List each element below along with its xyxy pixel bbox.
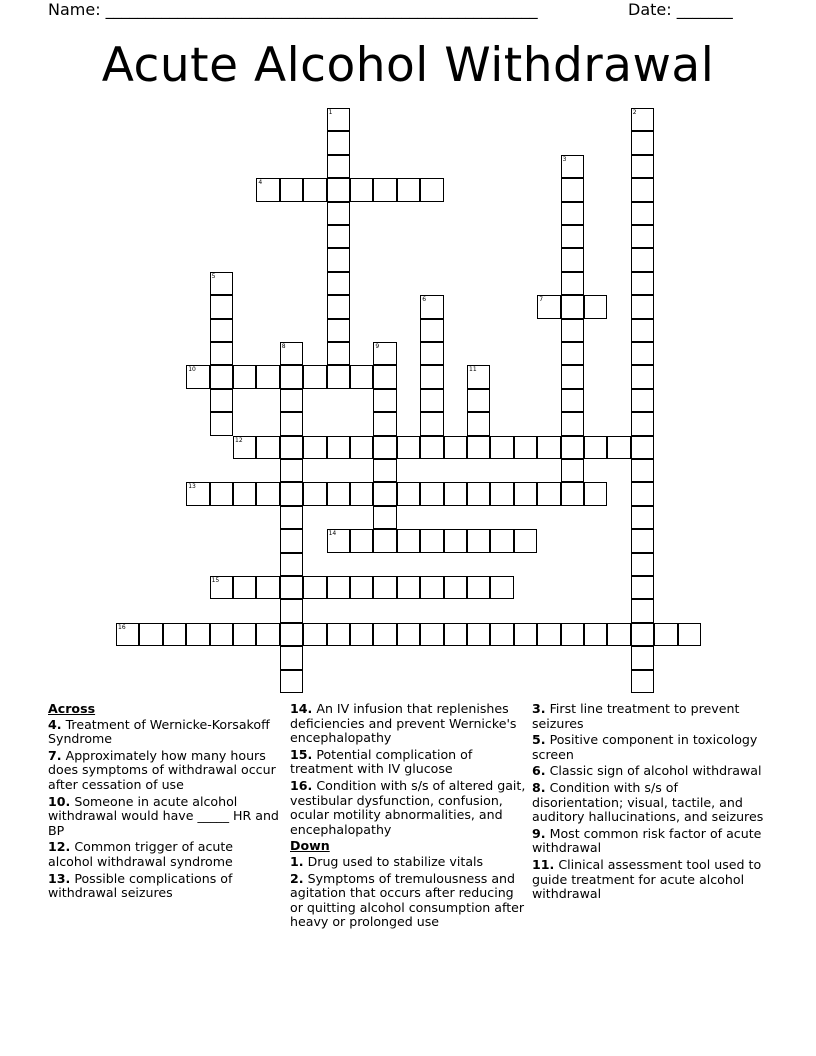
crossword-cell[interactable] [139, 623, 162, 646]
crossword-cell[interactable] [631, 342, 654, 365]
crossword-grid [116, 108, 700, 692]
crossword-cell[interactable] [280, 482, 303, 505]
crossword-cell[interactable] [561, 459, 584, 482]
crossword-cell[interactable] [280, 529, 303, 552]
crossword-cell[interactable] [631, 459, 654, 482]
crossword-cell[interactable] [327, 436, 350, 459]
down-clue: 1. Drug used to stabilize vitals [290, 853, 484, 869]
across-clue: 15. Potential complication of treatment with IV glucose [290, 746, 473, 777]
crossword-cell[interactable] [233, 623, 256, 646]
across-heading: Across [48, 701, 96, 716]
crossword-cell[interactable] [327, 272, 350, 295]
clue-number: 7 [539, 296, 544, 304]
crossword-cell[interactable] [631, 202, 654, 225]
crossword-cell[interactable] [631, 506, 654, 529]
crossword-cell[interactable] [256, 482, 279, 505]
crossword-cell[interactable] [210, 295, 233, 318]
crossword-cell[interactable] [420, 389, 443, 412]
crossword-cell[interactable] [631, 436, 654, 459]
crossword-cell[interactable] [280, 412, 303, 435]
crossword-cell[interactable] [490, 623, 513, 646]
crossword-cell[interactable] [350, 178, 373, 201]
crossword-cell[interactable] [373, 576, 396, 599]
crossword-cell[interactable] [537, 482, 560, 505]
crossword-cell[interactable] [420, 365, 443, 388]
crossword-cell[interactable] [467, 576, 490, 599]
clue-number: 2 [632, 109, 637, 116]
crossword-cell[interactable] [280, 389, 303, 412]
crossword-cell[interactable] [373, 529, 396, 552]
crossword-cell[interactable] [444, 436, 467, 459]
crossword-cell[interactable] [678, 623, 701, 646]
page-title: Acute Alcohol Withdrawal [101, 38, 715, 93]
crossword-cell[interactable] [444, 576, 467, 599]
crossword-cell[interactable] [654, 623, 677, 646]
crossword-cell[interactable] [210, 365, 233, 388]
crossword-cell[interactable] [280, 506, 303, 529]
crossword-cell[interactable] [467, 436, 490, 459]
crossword-cell[interactable] [561, 389, 584, 412]
crossword-cell[interactable] [327, 225, 350, 248]
crossword-cell[interactable] [584, 295, 607, 318]
crossword-cell[interactable] [327, 202, 350, 225]
crossword-cell[interactable] [116, 623, 139, 646]
crossword-cell[interactable] [280, 623, 303, 646]
crossword-cell[interactable] [561, 295, 584, 318]
down-clue: 3. First line treatment to prevent seizures [532, 701, 740, 731]
crossword-cell[interactable] [256, 436, 279, 459]
crossword-cell[interactable] [186, 623, 209, 646]
clue-number: 13 [188, 483, 196, 491]
crossword-cell[interactable] [631, 225, 654, 248]
crossword-cell[interactable] [373, 389, 396, 412]
crossword-cell[interactable] [420, 576, 443, 599]
name-field[interactable]: Name: ______________________________________________________ [48, 0, 538, 19]
crossword-cell[interactable] [420, 529, 443, 552]
crossword-cell[interactable] [561, 319, 584, 342]
clue-number: 9 [375, 343, 380, 350]
across-clue: 4. Treatment of Wernicke-Korsakoff Syndrome [48, 716, 270, 747]
crossword-cell[interactable] [210, 482, 233, 505]
crossword-cell[interactable] [444, 482, 467, 505]
crossword-cell[interactable] [210, 272, 233, 295]
across-clue: 7. Approximately how many hours does symptoms of withdrawal occur after cessation of use [48, 747, 276, 792]
down-heading: Down [290, 838, 330, 854]
clues-column-3 [532, 702, 768, 904]
crossword-cell[interactable] [350, 436, 373, 459]
clue-number: 16 [118, 623, 126, 631]
crossword-cell[interactable] [420, 295, 443, 318]
down-clue: 2. Symptoms of tremulousness and agitation that occurs after reducing or quitting alcohol consumption after heavy or prolonged use [290, 870, 525, 930]
crossword-cell[interactable] [631, 482, 654, 505]
crossword-cell[interactable] [350, 365, 373, 388]
crossword-cell[interactable] [373, 412, 396, 435]
crossword-cell[interactable] [514, 623, 537, 646]
crossword-cell[interactable] [327, 342, 350, 365]
crossword-cell[interactable] [373, 506, 396, 529]
clue-number: 12 [235, 436, 243, 444]
crossword-cell[interactable] [514, 529, 537, 552]
crossword-cell[interactable] [256, 365, 279, 388]
crossword-cell[interactable] [233, 482, 256, 505]
crossword-cell[interactable] [584, 623, 607, 646]
down-clue: 9. Most common risk factor of acute withdrawal [532, 825, 762, 856]
crossword-cell[interactable] [373, 623, 396, 646]
crossword-cell[interactable] [256, 178, 279, 201]
crossword-cell[interactable] [631, 131, 654, 154]
crossword-cell[interactable] [420, 319, 443, 342]
crossword-cell[interactable] [327, 365, 350, 388]
crossword-cell[interactable] [350, 623, 373, 646]
crossword-cell[interactable] [233, 365, 256, 388]
crossword-cell[interactable] [490, 576, 513, 599]
crossword-cell[interactable] [420, 412, 443, 435]
crossword-cell[interactable] [233, 576, 256, 599]
crossword-cell[interactable] [397, 623, 420, 646]
crossword-cell[interactable] [373, 459, 396, 482]
crossword-cell[interactable] [397, 178, 420, 201]
crossword-cell[interactable] [607, 436, 630, 459]
crossword-cell[interactable] [280, 599, 303, 622]
crossword-cell[interactable] [561, 178, 584, 201]
crossword-cell[interactable] [444, 529, 467, 552]
crossword-cell[interactable] [631, 319, 654, 342]
crossword-cell[interactable] [327, 319, 350, 342]
crossword-cell[interactable] [420, 436, 443, 459]
across-clue: 16. Condition with s/s of altered gait, vestibular dysfunction, confusion, ocular motility abnormalities, and encephalopathy [290, 777, 526, 837]
crossword-cell[interactable] [631, 576, 654, 599]
crossword-cell[interactable] [420, 623, 443, 646]
crossword-cell[interactable] [561, 342, 584, 365]
crossword-cell[interactable] [561, 623, 584, 646]
crossword-cell[interactable] [210, 412, 233, 435]
down-clue: 5. Positive component in toxicology screen [532, 732, 758, 762]
crossword-cell[interactable] [280, 459, 303, 482]
crossword-cell[interactable] [631, 670, 654, 693]
down-clue: 6. Classic sign of alcohol withdrawal [532, 763, 762, 779]
clue-number: 14 [328, 530, 337, 538]
clue-number: 6 [422, 296, 427, 304]
crossword-cell[interactable] [561, 412, 584, 435]
crossword-cell[interactable] [210, 576, 233, 599]
crossword-cell[interactable] [373, 178, 396, 201]
across-clue: 13. Possible complications of withdrawal seizures [48, 870, 233, 901]
crossword-cell[interactable] [631, 553, 654, 576]
clue-number: 3 [562, 155, 567, 163]
across-clue: 10. Someone in acute alcohol withdrawal would have _____ HR and BP [48, 793, 279, 838]
crossword-cell[interactable] [490, 529, 513, 552]
crossword-cell[interactable] [280, 553, 303, 576]
crossword-cell[interactable] [537, 436, 560, 459]
crossword-cell[interactable] [303, 365, 326, 388]
crossword-cell[interactable] [186, 482, 209, 505]
crossword-cell[interactable] [537, 623, 560, 646]
clues-column-2 [290, 702, 526, 932]
crossword-cell[interactable] [561, 202, 584, 225]
crossword-cell[interactable] [210, 623, 233, 646]
crossword-cell[interactable] [327, 108, 350, 131]
crossword-cell[interactable] [561, 248, 584, 271]
crossword-cell[interactable] [537, 295, 560, 318]
crossword-cell[interactable] [327, 248, 350, 271]
crossword-cell[interactable] [327, 623, 350, 646]
crossword-cell[interactable] [280, 670, 303, 693]
crossword-cell[interactable] [327, 155, 350, 178]
crossword-cell[interactable] [631, 178, 654, 201]
crossword-cell[interactable] [561, 225, 584, 248]
clue-number: 11 [469, 366, 477, 374]
crossword-cell[interactable] [631, 623, 654, 646]
clue-number: 8 [281, 343, 286, 350]
crossword-cell[interactable] [233, 436, 256, 459]
crossword-cell[interactable] [584, 436, 607, 459]
crossword-cell[interactable] [631, 389, 654, 412]
crossword-cell[interactable] [631, 248, 654, 271]
crossword-cell[interactable] [280, 576, 303, 599]
down-clue: 11. Clinical assessment tool used to guide treatment for acute alcohol withdrawal [532, 856, 762, 902]
crossword-cell[interactable] [327, 295, 350, 318]
crossword-cell[interactable] [490, 436, 513, 459]
crossword-cell[interactable] [350, 482, 373, 505]
crossword-cell[interactable] [561, 482, 584, 505]
crossword-cell[interactable] [303, 576, 326, 599]
crossword-cell[interactable] [631, 295, 654, 318]
across-clue: 12. Common trigger of acute alcohol withdrawal syndrome [48, 839, 234, 869]
crossword-cell[interactable] [186, 365, 209, 388]
crossword-cell[interactable] [303, 482, 326, 505]
header [48, 0, 733, 20]
crossword-cell[interactable] [420, 482, 443, 505]
crossword-cell[interactable] [303, 623, 326, 646]
crossword-cell[interactable] [607, 623, 630, 646]
crossword-cell[interactable] [280, 436, 303, 459]
crossword-cell[interactable] [631, 272, 654, 295]
crossword-cell[interactable] [163, 623, 186, 646]
crossword-cell[interactable] [631, 412, 654, 435]
crossword-cell[interactable] [514, 436, 537, 459]
crossword-cell[interactable] [584, 482, 607, 505]
crossword-cell[interactable] [561, 365, 584, 388]
crossword-cell[interactable] [303, 178, 326, 201]
crossword-cell[interactable] [467, 529, 490, 552]
crossword-cell[interactable] [467, 623, 490, 646]
crossword-cell[interactable] [327, 178, 350, 201]
date-field[interactable]: Date: _______ [628, 0, 733, 19]
crossword-cell[interactable] [350, 529, 373, 552]
crossword-cell[interactable] [561, 155, 584, 178]
crossword-cell[interactable] [467, 365, 490, 388]
clue-number: 10 [188, 366, 196, 374]
crossword-cell[interactable] [397, 436, 420, 459]
crossword-cell[interactable] [561, 272, 584, 295]
crossword-cell[interactable] [631, 365, 654, 388]
clue-number: 15 [211, 577, 220, 584]
crossword-cell[interactable] [561, 436, 584, 459]
crossword-cell[interactable] [631, 646, 654, 669]
crossword-cell[interactable] [373, 342, 396, 365]
clue-number: 5 [211, 272, 216, 280]
crossword-cell[interactable] [327, 131, 350, 154]
crossword-cell[interactable] [490, 482, 513, 505]
crossword-cell[interactable] [327, 529, 350, 552]
crossword-cell[interactable] [210, 342, 233, 365]
crossword-cell[interactable] [631, 108, 654, 131]
crossword-cell[interactable] [373, 482, 396, 505]
crossword-cell[interactable] [303, 436, 326, 459]
crossword-cell[interactable] [210, 389, 233, 412]
crossword-cell[interactable] [256, 623, 279, 646]
across-clue: 14. An IV infusion that replenishes deficiencies and prevent Wernicke's encephalopathy [290, 701, 517, 746]
crossword-cell[interactable] [373, 365, 396, 388]
crossword-cell[interactable] [631, 155, 654, 178]
crossword-cell[interactable] [467, 389, 490, 412]
crossword-cell[interactable] [256, 576, 279, 599]
clue-number: 4 [258, 179, 263, 187]
crossword-cell[interactable] [467, 482, 490, 505]
crossword-cell[interactable] [397, 576, 420, 599]
crossword-cell[interactable] [631, 529, 654, 552]
crossword-cell[interactable] [327, 576, 350, 599]
crossword-cell[interactable] [397, 482, 420, 505]
crossword-cell[interactable] [444, 623, 467, 646]
crossword-cell[interactable] [514, 482, 537, 505]
crossword-cell[interactable] [420, 342, 443, 365]
clue-number: 1 [328, 109, 333, 116]
crossword-cell[interactable] [280, 646, 303, 669]
crossword-cell[interactable] [397, 529, 420, 552]
crossword-cell[interactable] [327, 482, 350, 505]
crossword-cell[interactable] [280, 178, 303, 201]
crossword-cell[interactable] [467, 412, 490, 435]
clues-column-1 [48, 702, 280, 903]
crossword-cell[interactable] [280, 365, 303, 388]
crossword-cell[interactable] [350, 576, 373, 599]
down-clue: 8. Condition with s/s of disorientation; visual, tactile, and auditory hallucinations, and seizures [532, 779, 764, 825]
crossword-cell[interactable] [373, 436, 396, 459]
crossword-cell[interactable] [210, 319, 233, 342]
crossword-cell[interactable] [631, 599, 654, 622]
crossword-cell[interactable] [280, 342, 303, 365]
crossword-cell[interactable] [420, 178, 443, 201]
